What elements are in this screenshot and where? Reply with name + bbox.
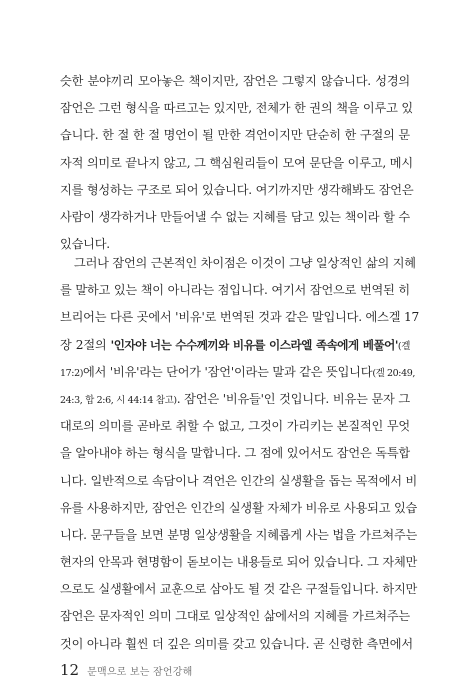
text-line: 습니다. 한 절 한 절 명언이 될 만한 격언이지만 단순히 한 구절의 문 [60,128,410,143]
text-segment: 장 2절의 [60,337,111,352]
text-line: 를 말하고 있는 책이 아니라는 점입니다. 여기서 잠언으로 번역된 히 [60,283,410,298]
page-footer [60,661,192,679]
bold-scripture-quote: '인자야 너는 수수께끼와 비유를 이스라엘 족속에게 베풀어' [110,337,398,352]
text-line: 을 알아내야 하는 형식을 말합니다. 그 점에 있어서도 잠언은 독특합 [60,446,410,461]
text-line-with-quote [60,332,410,359]
text-line: 것이 아니라 훨씬 더 깊은 의미를 갖고 있습니다. 곧 신령한 측면에서 [60,636,413,651]
scripture-reference: 17:2) [60,367,84,379]
text-line: 사람이 생각하거나 만들어낼 수 없는 지혜를 담고 있는 책이라 할 수 [60,209,410,224]
text-line: 자적 의미로 끝나지 않고, 그 핵심원리들이 모여 문단을 이루고, 메시 [60,155,413,170]
text-line-with-reference [60,359,416,386]
text-line: 슷한 분야끼리 모아놓은 책이지만, 잠언은 그렇지 않습니다. 성경의 [60,74,410,88]
scripture-reference: (겔 [397,340,411,352]
text-line: 니다. 문구들을 보면 분명 일상생활을 지혜롭게 사는 법을 가르쳐주는 [60,527,418,542]
text-segment: . 잠언은 '비유들'인 것입니다. 비유는 문자 그 [176,391,411,406]
scripture-reference: (겔 20:49, [372,367,416,379]
text-line: 그러나 잠언의 근본적인 차이점은 이것이 그냥 일상적인 삶의 지혜 [74,256,416,270]
text-line: 있습니다. [60,237,110,252]
text-line: 대로의 의미를 곧바로 취할 수 없고, 그것이 가리키는 본질적인 무엇 [60,419,410,434]
text-line: 유를 사용하지만, 잠언은 인간의 실생활 자체가 비유로 사용되고 있습 [60,500,418,515]
text-line: 잠언은 그런 형식을 따르고는 있지만, 전체가 한 권의 책을 이루고 있 [60,101,413,116]
text-line: 현자의 안목과 현명함이 돋보이는 내용들로 되어 있습니다. 그 자체만 [60,555,418,570]
text-line: 브리어는 다른 곳에서 '비유'로 번역된 것과 같은 말입니다. 에스겔 17 [60,310,420,325]
paragraph-1 [60,68,414,258]
text-line: 으로도 실생활에서 교훈으로 삼아도 될 것 같은 구절들입니다. 하지만 [60,582,418,597]
text-line-with-reference [60,386,410,413]
paragraph-2 [60,250,420,658]
text-line: 니다. 일반적으로 속담이나 격언은 인간의 실생활을 돕는 목적에서 비 [60,473,418,488]
text-line: 지를 형성하는 구조로 되어 있습니다. 여기까지만 생각해봐도 잠언은 [60,182,414,197]
scripture-reference: 24:3, 합 2:6, 시 44:14 참고) [60,394,177,406]
page-number: 12 [60,661,80,679]
text-line: 잠언은 문자적인 의미 그대로 일상적인 삶에서의 지혜를 가르쳐주는 [60,609,410,624]
running-book-title: 문맥으로 보는 잠언강해 [87,667,193,678]
text-segment: 에서 '비유'라는 단어가 '잠언'이라는 말과 같은 뜻입니다 [83,364,373,379]
